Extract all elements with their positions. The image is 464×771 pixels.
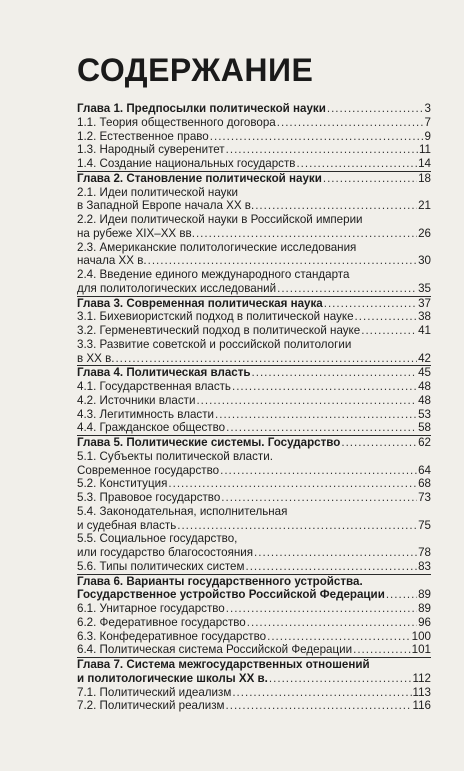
dot-leader	[226, 602, 417, 616]
toc-entry-row	[77, 643, 431, 657]
toc-entry-title: Глава 3. Современная политическая наука	[77, 296, 323, 310]
toc-entry-title-line: Глава 7. Система межгосударственных отношений	[77, 658, 370, 671]
toc-entry-title: Современное государство	[77, 463, 220, 477]
toc-page-number: 41	[418, 324, 431, 337]
toc-section-entry[interactable]	[77, 324, 431, 338]
toc-entry-title: 7.2. Политический реализм	[77, 699, 225, 713]
dot-leader	[226, 699, 412, 713]
toc-section-entry[interactable]	[77, 186, 431, 214]
toc-entry-row	[77, 324, 431, 338]
toc-entry-title-line: Глава 6. Варианты государственного устройства.	[77, 574, 363, 588]
toc-entry-row	[77, 116, 431, 130]
toc-entry-title: 1.3. Народный суверенитет	[77, 143, 225, 157]
toc-page-number: 42	[418, 351, 431, 365]
toc-entry-title: 5.6. Типы политических систем	[77, 559, 245, 573]
toc-page-number: 73	[418, 491, 431, 504]
dot-leader	[226, 143, 418, 157]
dot-leader	[254, 546, 417, 560]
toc-entry-title: Государственное устройство Российской Федерации	[77, 588, 385, 602]
toc-entry-row	[77, 227, 431, 241]
dot-leader	[247, 616, 417, 630]
toc-entry-row	[77, 546, 431, 560]
dot-leader	[323, 172, 417, 186]
toc-entry-title: 1.1. Теория общественного договора	[77, 115, 276, 129]
dot-leader	[386, 588, 417, 602]
toc-entry-row	[77, 491, 431, 505]
toc-section-entry[interactable]	[77, 143, 431, 157]
toc-entry-row	[77, 699, 431, 713]
toc-entry-row	[77, 421, 431, 435]
toc-section-entry[interactable]	[77, 686, 431, 700]
toc-entry-title-line: 2.4. Введение единого международного стандарта	[77, 268, 350, 281]
toc-entry-title-line: 5.4. Законодательная, исполнительная	[77, 504, 288, 518]
dot-leader	[226, 421, 417, 435]
toc-page-number: 9	[424, 129, 431, 143]
dot-leader	[148, 254, 418, 268]
toc-entry-row	[77, 616, 431, 630]
toc-entry-title: 6.4. Политическая система Российской Федерации	[77, 643, 353, 657]
dot-leader	[355, 310, 418, 324]
dot-leader	[277, 282, 417, 296]
dot-leader	[245, 560, 417, 574]
toc-chapter-entry[interactable]	[77, 657, 431, 686]
toc-entry-row	[77, 408, 431, 422]
toc-page-number: 100	[411, 629, 431, 643]
toc-page-number: 89	[418, 602, 431, 615]
toc-page-number: 62	[418, 436, 431, 449]
toc-chapter-entry[interactable]	[77, 102, 431, 116]
toc-entry-title: 4.3. Легитимность власти	[77, 407, 214, 421]
toc-entry-row	[77, 672, 431, 686]
toc-section-entry[interactable]	[77, 560, 431, 574]
toc-section-entry[interactable]	[77, 643, 431, 657]
dot-leader	[277, 116, 424, 130]
toc-entry-title: 4.1. Государственная власть	[77, 380, 231, 393]
toc-entry-row	[77, 297, 431, 311]
dot-leader	[196, 394, 417, 408]
toc-section-entry[interactable]	[77, 213, 431, 241]
toc-page-number: 7	[424, 115, 431, 129]
toc-entry-title: или государство благосостояния	[77, 546, 254, 559]
toc-chapter-entry[interactable]	[77, 296, 431, 311]
toc-entry-row	[77, 602, 431, 616]
toc-entry-row	[77, 172, 431, 186]
toc-page-number: 53	[418, 407, 431, 421]
toc-entry-title: в XX в.	[77, 351, 115, 365]
toc-entry-row	[77, 366, 431, 380]
toc-section-entry[interactable]	[77, 505, 431, 533]
dot-leader	[115, 352, 417, 366]
toc-page-number: 64	[418, 463, 431, 477]
toc-chapter-entry[interactable]	[77, 171, 431, 186]
toc-section-entry[interactable]	[77, 408, 431, 422]
toc-entry-title: Глава 2. Становление политической науки	[77, 171, 322, 185]
dot-leader	[177, 519, 417, 533]
toc-page-number: 48	[418, 393, 431, 407]
toc-page-number: 83	[418, 559, 431, 573]
dot-leader	[341, 436, 417, 450]
toc-entry-row	[77, 282, 431, 296]
toc-page-number: 112	[412, 671, 431, 685]
toc-entry-title: 7.1. Политический идеализм	[77, 685, 232, 699]
toc-entry-title-line: 2.1. Идеи политической науки	[77, 185, 238, 199]
toc-entry-title: 1.4. Создание национальных государств	[77, 157, 296, 170]
dot-leader	[220, 464, 417, 478]
toc-page-number: 30	[418, 254, 431, 268]
dot-leader	[210, 130, 424, 144]
toc-page-number: 113	[412, 685, 431, 699]
toc-page-number: 3	[424, 102, 431, 115]
toc-page-number: 96	[418, 615, 431, 629]
toc-page-number: 11	[418, 143, 431, 157]
toc-entry-title: Глава 4. Политическая власть	[77, 366, 251, 380]
toc-page-number: 26	[418, 226, 431, 240]
toc-entry-title-line: 5.1. Субъекты политической власти.	[77, 449, 273, 463]
toc-entry-title: 3.1. Бихевиористский подход в политической науке	[77, 310, 354, 324]
toc-page-number: 89	[418, 588, 431, 602]
toc-entry-title: 4.2. Источники власти	[77, 393, 196, 407]
dot-leader	[353, 643, 411, 657]
toc-section-entry[interactable]	[77, 338, 431, 366]
toc-section-entry[interactable]	[77, 602, 431, 616]
toc-entry-title: Глава 1. Предпосылки политической науки	[77, 102, 326, 115]
toc-section-entry[interactable]	[77, 699, 431, 713]
dot-leader	[296, 157, 417, 171]
toc-entry-title: в Западной Европе начала XX в.	[77, 199, 255, 213]
toc-entry-title: и судебная власть	[77, 518, 177, 532]
toc-section-entry[interactable]	[77, 421, 431, 435]
toc-page-number: 45	[418, 366, 431, 380]
toc-entry-row	[77, 352, 431, 366]
toc-entry-row	[77, 310, 431, 324]
dot-leader	[252, 366, 418, 380]
toc-page-number: 18	[418, 171, 431, 185]
dot-leader	[221, 491, 417, 505]
toc-entry-row	[77, 686, 431, 700]
toc-entry-row	[77, 143, 431, 157]
toc-entry-title: 6.2. Федеративное государство	[77, 615, 246, 629]
toc-section-entry[interactable]	[77, 450, 431, 478]
dot-leader	[215, 408, 417, 422]
toc-entry-row	[77, 477, 431, 491]
toc-page-number: 37	[418, 296, 431, 310]
toc-entry-title-line: 3.3. Развитие советской и российской политологии	[77, 337, 352, 351]
toc-section-entry[interactable]	[77, 616, 431, 630]
toc-chapter-entry[interactable]	[77, 435, 431, 450]
dot-leader	[196, 227, 417, 241]
toc-entry-title: на рубеже XIX–XX вв.	[77, 226, 195, 240]
toc-entry-title-line: 2.3. Американские политологические исследования	[77, 240, 357, 254]
toc-page-number: 21	[418, 199, 431, 213]
toc-entry-row	[77, 394, 431, 408]
toc-page-number: 101	[411, 643, 431, 657]
toc-entry-row	[77, 630, 431, 644]
toc-section-entry[interactable]	[77, 630, 431, 644]
toc-section-entry[interactable]	[77, 394, 431, 408]
toc-entry-title: начала XX в.	[77, 254, 147, 268]
toc-entry-title: Глава 5. Политические системы. Государство	[77, 436, 341, 449]
toc-page-number: 14	[418, 157, 431, 170]
toc-entry-row	[77, 380, 431, 394]
dot-leader	[324, 297, 417, 311]
toc-page-number: 75	[418, 518, 431, 532]
toc-entry-title: для политологических исследований	[77, 281, 277, 295]
toc-section-entry[interactable]	[77, 310, 431, 324]
toc-entry-title: и политологические школы XX в.	[77, 671, 268, 685]
toc-entry-title: 5.2. Конституция	[77, 477, 168, 491]
toc-entry-title: 3.2. Герменевтический подход в политической науке	[77, 324, 361, 337]
toc-entry-title: 5.3. Правовое государство	[77, 491, 221, 504]
toc-section-entry[interactable]	[77, 532, 431, 560]
toc-page-number: 58	[418, 421, 431, 435]
dot-leader	[168, 477, 417, 491]
toc-page-number: 68	[418, 477, 431, 491]
toc-chapter-entry[interactable]	[77, 574, 431, 603]
toc-section-entry[interactable]	[77, 241, 431, 269]
toc-entry-title: 6.1. Унитарное государство	[77, 602, 225, 615]
toc-page-number: 78	[418, 546, 431, 559]
toc-entry-row	[77, 519, 431, 533]
toc-section-entry[interactable]	[77, 491, 431, 505]
dot-leader	[361, 324, 417, 338]
toc-section-entry[interactable]	[77, 477, 431, 491]
table-of-contents	[77, 102, 431, 713]
toc-section-entry[interactable]	[77, 116, 431, 130]
toc-section-entry[interactable]	[77, 130, 431, 144]
toc-section-entry[interactable]	[77, 268, 431, 296]
dot-leader	[232, 686, 411, 700]
toc-entry-row	[77, 130, 431, 144]
toc-section-entry[interactable]	[77, 380, 431, 394]
toc-entry-row	[77, 464, 431, 478]
toc-page-number: 38	[418, 310, 431, 324]
toc-page-number: 35	[418, 281, 431, 295]
toc-entry-title-line: 5.5. Социальное государство,	[77, 532, 238, 546]
page-title: СОДЕРЖАНИЕ	[77, 52, 314, 88]
toc-chapter-entry[interactable]	[77, 365, 431, 380]
toc-entry-row	[77, 102, 431, 116]
toc-section-entry[interactable]	[77, 157, 431, 171]
toc-page-number: 48	[418, 380, 431, 393]
toc-entry-title: 1.2. Естественное право	[77, 129, 209, 143]
toc-page-number: 116	[412, 699, 431, 713]
toc-entry-row	[77, 199, 431, 213]
dot-leader	[255, 199, 417, 213]
toc-entry-row	[77, 560, 431, 574]
dot-leader	[269, 672, 412, 686]
dot-leader	[232, 380, 417, 394]
toc-entry-row	[77, 436, 431, 450]
toc-entry-title: 4.4. Гражданское общество	[77, 421, 226, 435]
dot-leader	[327, 102, 424, 116]
toc-entry-title-line: 2.2. Идеи политической науки в Российской империи	[77, 213, 363, 226]
toc-entry-row	[77, 588, 431, 602]
toc-entry-row	[77, 254, 431, 268]
toc-entry-title: 6.3. Конфедеративное государство	[77, 629, 267, 643]
dot-leader	[267, 630, 411, 644]
toc-entry-row	[77, 157, 431, 171]
